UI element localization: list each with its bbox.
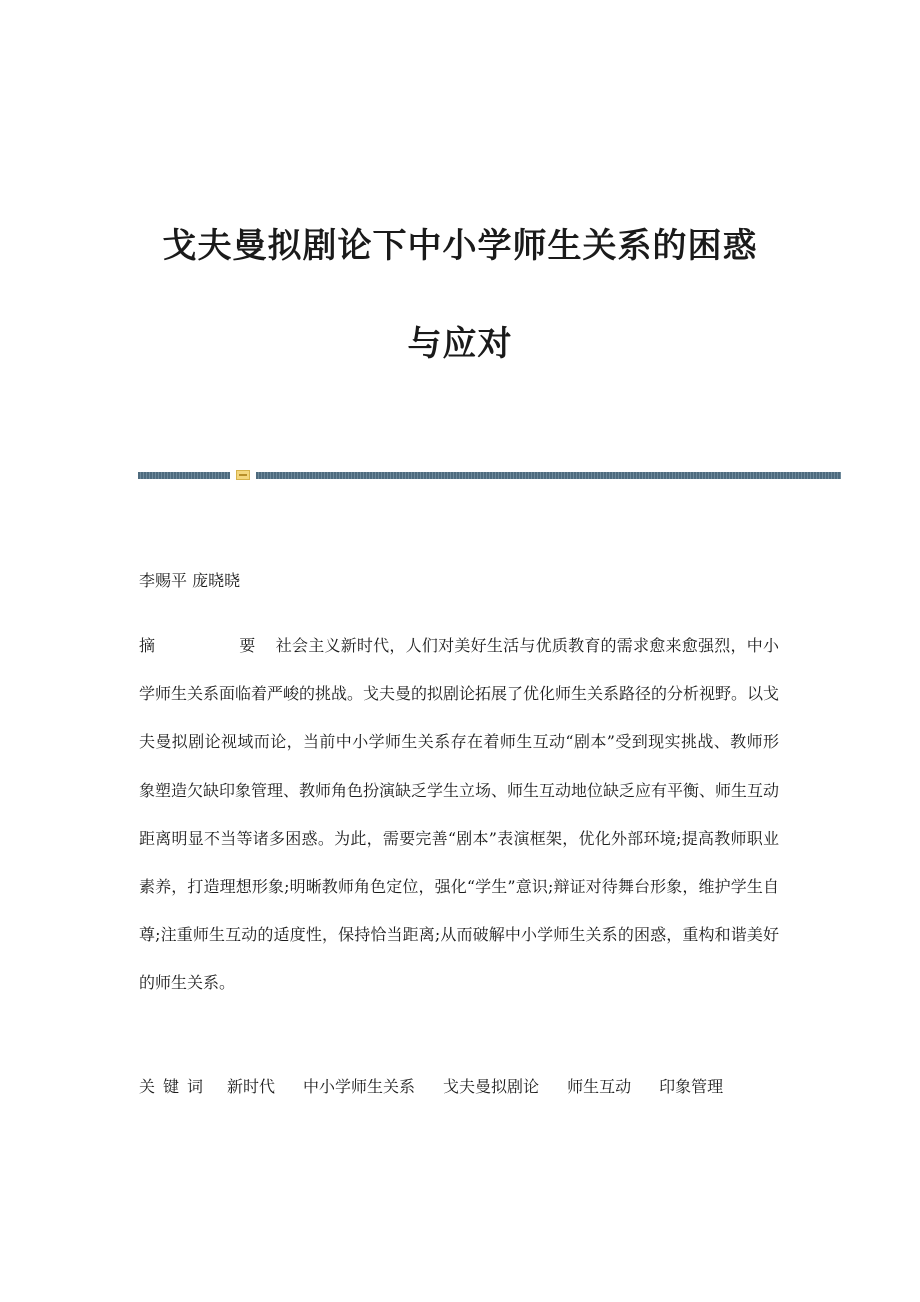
document-title-line-1: 戈夫曼拟剧论下中小学师生关系的困惑 — [162, 226, 758, 266]
title-divider — [138, 470, 841, 481]
keyword-item: 印象管理 — [659, 1077, 724, 1096]
keyword-item: 师生互动 — [567, 1077, 632, 1096]
keyword-item: 戈夫曼拟剧论 — [443, 1077, 540, 1096]
keyword-item: 中小学师生关系 — [303, 1077, 416, 1096]
abstract — [139, 622, 779, 1008]
keywords — [139, 1062, 779, 1112]
keyword-item: 新时代 — [227, 1077, 276, 1096]
divider-bar-left — [138, 472, 230, 479]
abstract-text: 社会主义新时代，人们对美好生活与优质教育的需求愈来愈强烈，中小学师生关系面临着严峻的挑战。戈夫曼的拟剧论拓展了优化师生关系路径的分析视野。以戈夫曼拟剧论视域而论，当前中小学师生关系存在着师生互动“剧本”受到现实挑战、教师形象塑造欠缺印象管理、教师角色扮演缺乏学生立场、师生互动地位缺乏应有平衡、师生互动距离明显不当等诸多困惑。为此，需要完善“剧本”表演框架，优化外部环境;提高教师职业素养，打造理想形象;明晰教师角色定位，强化“学生”意识;辩证对待舞台形象，维护学生自尊;注重师生互动的适度性，保持恰当距离;从而破解中小学师生关系的困惑，重构和谐美好的师生关系。 — [139, 636, 780, 993]
document-title-line-2: 与应对 — [407, 324, 513, 364]
divider-emblem-icon — [236, 470, 250, 480]
divider-bar-right — [256, 472, 841, 479]
keywords-label: 关键词 — [139, 1077, 212, 1096]
authors: 李赐平 庞晓晓 — [139, 571, 241, 590]
abstract-label-first: 摘 — [139, 636, 156, 655]
abstract-label-second: 要 — [239, 636, 256, 655]
